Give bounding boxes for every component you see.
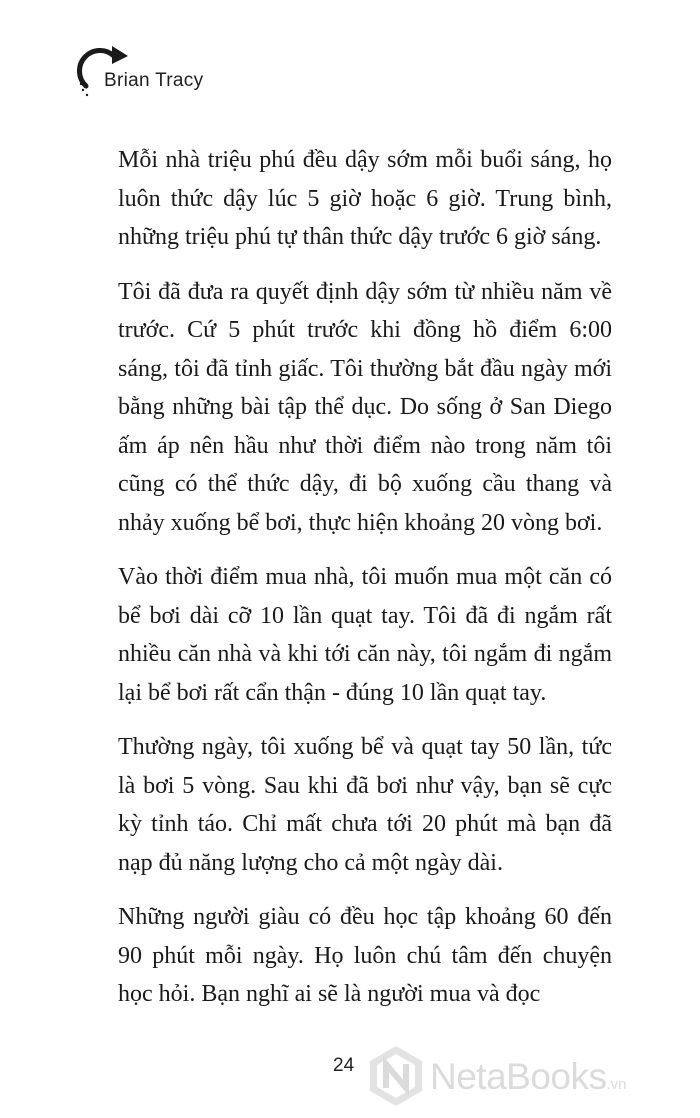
paragraph: Những người giàu có đều học tập khoảng 60 đến 90 phút mỗi ngày. Họ luôn chú tâm đến chuyện học hỏi. Bạn nghĩ ai sẽ là người mua và đọc: [118, 904, 612, 1007]
paragraph: Vào thời điểm mua nhà, tôi muốn mua một căn có bể bơi dài cỡ 10 lần quạt tay. Tôi đã đi ngắm rất nhiều căn nhà và khi tới căn này, tôi ngắm đi ngắm lại bể bơi rất cẩn thận - đúng 10 lần quạt tay.: [118, 564, 612, 706]
page-number: 24: [333, 1055, 355, 1076]
watermark: [366, 1044, 696, 1108]
author-name: Brian Tracy: [104, 70, 204, 91]
watermark-text: [430, 1056, 627, 1098]
watermark-brand: NetaBooks: [430, 1056, 607, 1097]
paragraph: Tôi đã đưa ra quyết định dậy sớm từ nhiều năm về trước. Cứ 5 phút trước khi đồng hồ điểm 6:00 sáng, tôi đã tỉnh giấc. Tôi thường bắt đầu ngày mới bằng những bài tập thể dục. Do sống ở San Diego ấm áp nên hầu như thời điểm nào trong năm tôi cũng có thể thức dậy, đi bộ xuống cầu thang và nhảy xuống bể bơi, thực hiện khoảng 20 vòng bơi.: [118, 278, 612, 536]
paragraph: Mỗi nhà triệu phú đều dậy sớm mỗi buổi sáng, họ luôn thức dậy lúc 5 giờ hoặc 6 giờ. Trung bình, những triệu phú tự thân thức dậy trước 6 giờ sáng.: [118, 147, 612, 250]
netabooks-logo-icon: [366, 1044, 426, 1108]
page-body: [118, 141, 612, 1030]
running-header: [72, 42, 272, 102]
watermark-suffix: .vn: [606, 1076, 627, 1093]
paragraph: Thường ngày, tôi xuống bể và quạt tay 50 lần, tức là bơi 5 vòng. Sau khi đã bơi như vậy, bạn sẽ cực kỳ tỉnh táo. Chỉ mất chưa tới 20 phút mà bạn đã nạp đủ năng lượng cho cả một ngày dài.: [118, 734, 612, 876]
